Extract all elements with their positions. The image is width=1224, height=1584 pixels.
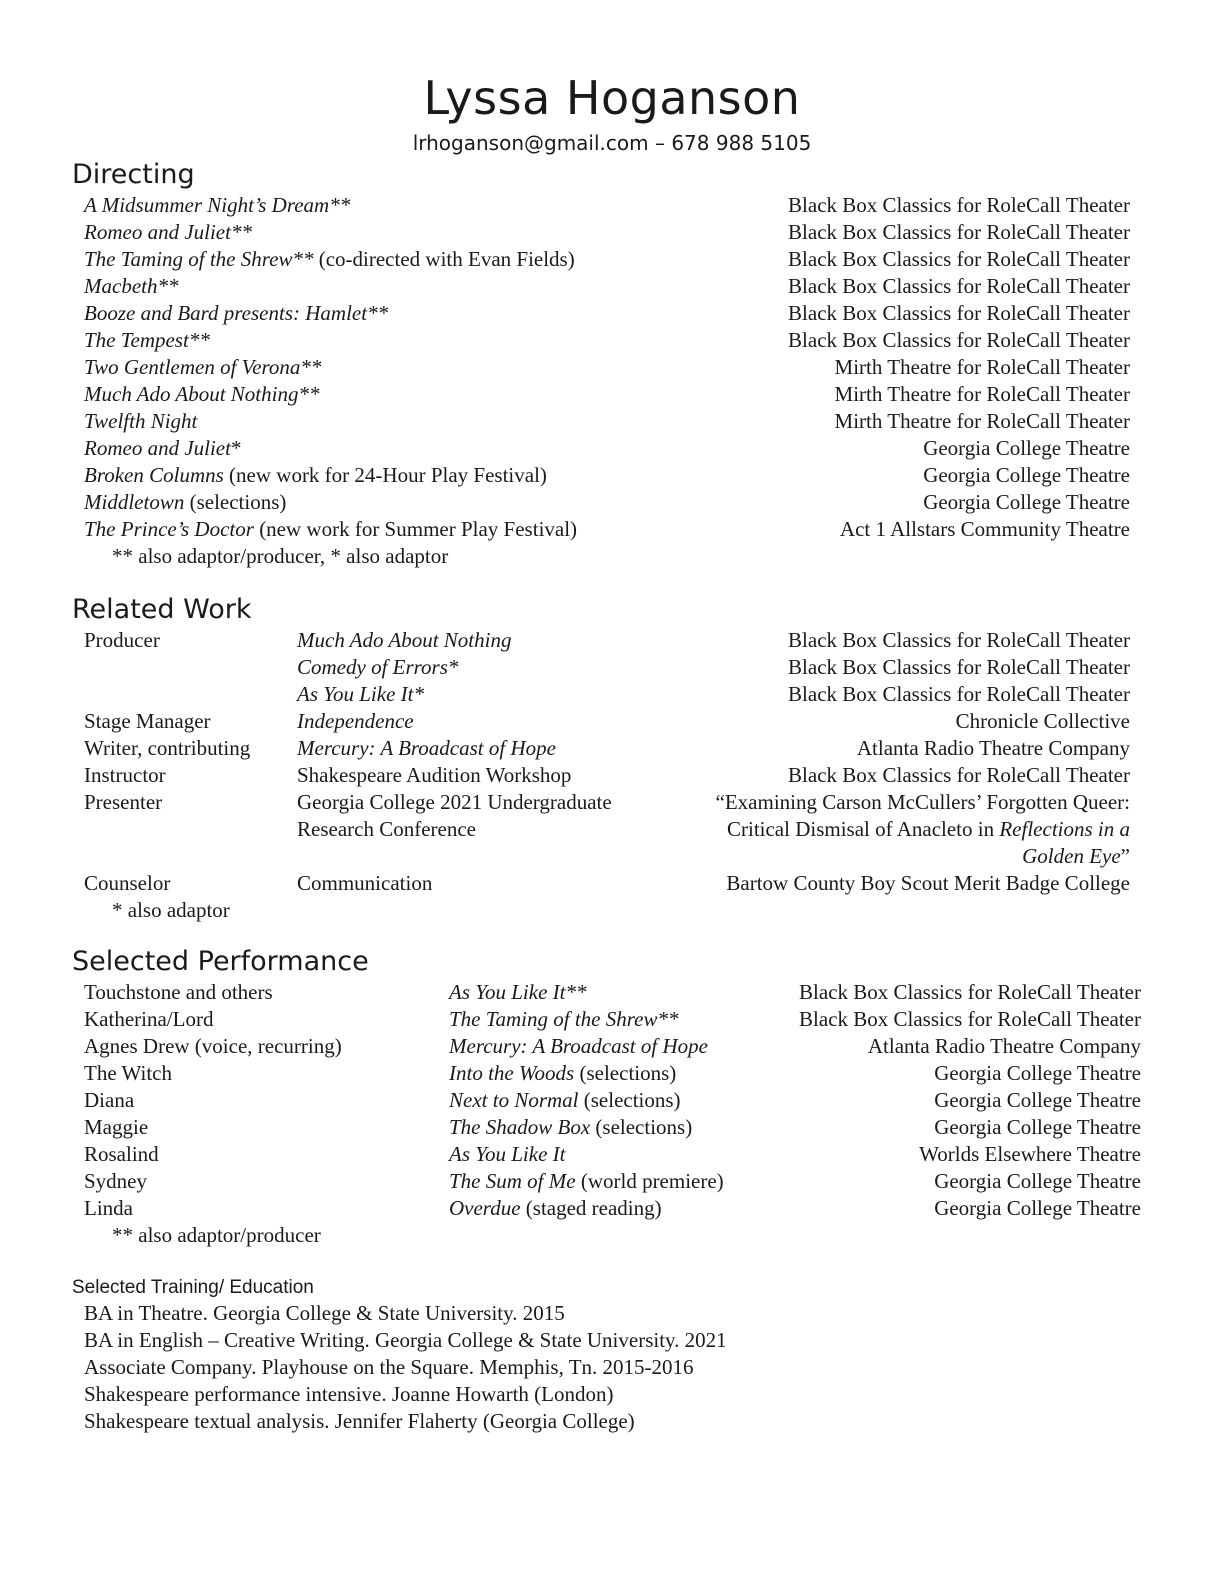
list-item	[0, 354, 1224, 381]
venue-title: Reflections in a	[999, 817, 1130, 841]
production-title: Middletown	[84, 490, 185, 514]
production-title: Much Ado About Nothing**	[84, 382, 320, 406]
table-row-continuation	[0, 816, 1224, 843]
venue: Mirth Theatre for RoleCall Theater	[834, 409, 1130, 433]
production-title: Two Gentlemen of Verona**	[84, 355, 322, 379]
show-title: As You Like It**	[449, 980, 587, 1004]
show-title: The Shadow Box	[449, 1115, 591, 1139]
show-note: (selections)	[590, 1115, 693, 1139]
list-item	[0, 435, 1224, 462]
venue: Georgia College Theatre	[934, 1169, 1141, 1193]
training-text: Shakespeare performance intensive. Joanne Howarth (London)	[84, 1382, 614, 1406]
role: Sydney	[84, 1169, 147, 1193]
table-row	[0, 1195, 1224, 1222]
list-item	[0, 381, 1224, 408]
training-text: Shakespeare textual analysis. Jennifer Flaherty (Georgia College)	[84, 1409, 635, 1433]
show-note: (selections)	[574, 1061, 677, 1085]
role: Touchstone and others	[84, 980, 273, 1004]
table-row	[0, 870, 1224, 897]
venue: Black Box Classics for RoleCall Theater	[788, 655, 1130, 679]
table-row	[0, 1060, 1224, 1087]
work: As You Like It*	[297, 682, 424, 706]
list-item	[0, 1354, 1224, 1381]
show-note: (staged reading)	[520, 1196, 662, 1220]
list-item	[0, 408, 1224, 435]
performance-list	[0, 979, 1224, 1249]
list-item	[0, 462, 1224, 489]
table-row	[0, 762, 1224, 789]
venue: Black Box Classics for RoleCall Theater	[788, 682, 1130, 706]
contact-line: lrhoganson@gmail.com – 678 988 5105	[412, 131, 812, 155]
footnote-row	[0, 897, 1224, 924]
list-item	[0, 1300, 1224, 1327]
venue: Worlds Elsewhere Theatre	[919, 1142, 1141, 1166]
show-title: The Taming of the Shrew**	[449, 1007, 679, 1031]
show-note: (world premiere)	[575, 1169, 724, 1193]
venue: Georgia College Theatre	[934, 1061, 1141, 1085]
section-title-related-work: Related Work	[72, 594, 252, 625]
directing-list	[0, 192, 1224, 570]
show-title: Mercury: A Broadcast of Hope	[449, 1034, 708, 1058]
page-title: Lyssa Hoganson	[423, 71, 801, 125]
venue-text: Critical Dismisal of Anacleto in	[726, 817, 1000, 841]
table-row	[0, 1006, 1224, 1033]
table-row	[0, 735, 1224, 762]
venue: Georgia College Theatre	[923, 463, 1130, 487]
production-title: Broken Columns	[84, 463, 224, 487]
venue: Black Box Classics for RoleCall Theater	[799, 1007, 1141, 1031]
role: Counselor	[84, 871, 171, 895]
venue: Black Box Classics for RoleCall Theater	[799, 980, 1141, 1004]
venue: Mirth Theatre for RoleCall Theater	[834, 382, 1130, 406]
table-row	[0, 1168, 1224, 1195]
role: Katherina/Lord	[84, 1007, 214, 1031]
venue: Black Box Classics for RoleCall Theater	[788, 247, 1130, 271]
list-item	[0, 327, 1224, 354]
list-item	[0, 1327, 1224, 1354]
venue-text: ”	[1120, 844, 1130, 868]
table-row	[0, 627, 1224, 654]
training-list	[0, 1300, 1224, 1435]
footnote-row	[0, 543, 1224, 570]
performance-footnote: ** also adaptor/producer	[112, 1223, 321, 1247]
list-item	[0, 246, 1224, 273]
list-item	[0, 300, 1224, 327]
venue: Mirth Theatre for RoleCall Theater	[834, 355, 1130, 379]
work: Comedy of Errors*	[297, 655, 459, 679]
role: The Witch	[84, 1061, 172, 1085]
venue: Bartow County Boy Scout Merit Badge College	[726, 871, 1130, 895]
show-note: (selections)	[578, 1088, 681, 1112]
production-title: A Midsummer Night’s Dream**	[84, 193, 351, 217]
production-title: Booze and Bard presents: Hamlet**	[84, 301, 389, 325]
venue: Chronicle Collective	[955, 709, 1130, 733]
venue: Black Box Classics for RoleCall Theater	[788, 628, 1130, 652]
venue: Black Box Classics for RoleCall Theater	[788, 301, 1130, 325]
show-title: Overdue	[449, 1196, 521, 1220]
show-title: The Sum of Me	[449, 1169, 576, 1193]
training-text: BA in Theatre. Georgia College & State University. 2015	[84, 1301, 565, 1325]
table-row	[0, 789, 1224, 816]
role: Presenter	[84, 790, 163, 814]
work: Independence	[297, 709, 414, 733]
role: Stage Manager	[84, 709, 211, 733]
section-title-directing: Directing	[72, 159, 195, 190]
table-row	[0, 681, 1224, 708]
role: Linda	[84, 1196, 133, 1220]
role: Writer, contributing	[84, 736, 251, 760]
role: Rosalind	[84, 1142, 159, 1166]
venue: Black Box Classics for RoleCall Theater	[788, 274, 1130, 298]
section-title-training: Selected Training/ Education	[72, 1277, 314, 1298]
table-row	[0, 979, 1224, 1006]
work: Communication	[297, 871, 433, 895]
venue: Georgia College Theatre	[934, 1196, 1141, 1220]
venue: Georgia College Theatre	[923, 490, 1130, 514]
venue: Black Box Classics for RoleCall Theater	[788, 220, 1130, 244]
table-row	[0, 1033, 1224, 1060]
role: Producer	[84, 628, 160, 652]
venue: Georgia College Theatre	[934, 1115, 1141, 1139]
venue-title: Golden Eye	[1022, 844, 1121, 868]
list-item	[0, 1381, 1224, 1408]
role: Agnes Drew (voice, recurring)	[84, 1034, 342, 1058]
related-footnote: * also adaptor	[112, 898, 230, 922]
venue: Atlanta Radio Theatre Company	[856, 736, 1130, 760]
venue	[727, 816, 1130, 843]
show-title: Into the Woods	[449, 1061, 575, 1085]
work: Georgia College 2021 Undergraduate	[297, 790, 612, 814]
footnote-row	[0, 1222, 1224, 1249]
venue: Black Box Classics for RoleCall Theater	[788, 193, 1130, 217]
section-title-performance: Selected Performance	[72, 946, 369, 977]
production-title: Twelfth Night	[84, 409, 198, 433]
production-title: Macbeth**	[84, 274, 179, 298]
production-note: *	[230, 436, 242, 460]
training-text: BA in English – Creative Writing. Georgia College & State University. 2021	[84, 1328, 727, 1352]
related-work-list	[0, 627, 1224, 924]
table-row	[0, 708, 1224, 735]
table-row	[0, 1087, 1224, 1114]
show-title: As You Like It	[449, 1142, 566, 1166]
show-title: Next to Normal	[449, 1088, 579, 1112]
production-title: The Taming of the Shrew**	[84, 247, 314, 271]
venue: Act 1 Allstars Community Theatre	[839, 517, 1130, 541]
production-note: (co-directed with Evan Fields)	[313, 247, 575, 271]
list-item	[0, 273, 1224, 300]
venue: “Examining Carson McCullers’ Forgotten Queer:	[715, 790, 1130, 814]
work: Research Conference	[297, 817, 476, 841]
work: Much Ado About Nothing	[297, 628, 512, 652]
venue: Black Box Classics for RoleCall Theater	[788, 763, 1130, 787]
venue: Black Box Classics for RoleCall Theater	[788, 328, 1130, 352]
table-row	[0, 1141, 1224, 1168]
table-row	[0, 654, 1224, 681]
table-row-continuation	[0, 843, 1224, 870]
venue: Georgia College Theatre	[934, 1088, 1141, 1112]
list-item	[0, 1408, 1224, 1435]
venue: Atlanta Radio Theatre Company	[867, 1034, 1141, 1058]
role: Diana	[84, 1088, 135, 1112]
production-title: Romeo and Juliet**	[84, 220, 252, 244]
list-item	[0, 219, 1224, 246]
role: Maggie	[84, 1115, 149, 1139]
list-item	[0, 192, 1224, 219]
work: Mercury: A Broadcast of Hope	[297, 736, 556, 760]
work: Shakespeare Audition Workshop	[297, 763, 572, 787]
venue: Georgia College Theatre	[923, 436, 1130, 460]
venue	[1022, 843, 1130, 870]
production-note: (new work for Summer Play Festival)	[253, 517, 578, 541]
production-title: The Prince’s Doctor	[84, 517, 254, 541]
production-title: The Tempest**	[84, 328, 210, 352]
list-item	[0, 516, 1224, 543]
list-item	[0, 489, 1224, 516]
production-title: Romeo and Juliet	[84, 436, 231, 460]
role: Instructor	[84, 763, 166, 787]
production-note: (new work for 24-Hour Play Festival)	[223, 463, 547, 487]
production-note: (selections)	[184, 490, 287, 514]
training-text: Associate Company. Playhouse on the Square. Memphis, Tn. 2015-2016	[84, 1355, 694, 1379]
directing-footnote: ** also adaptor/producer, * also adaptor	[112, 544, 449, 568]
table-row	[0, 1114, 1224, 1141]
